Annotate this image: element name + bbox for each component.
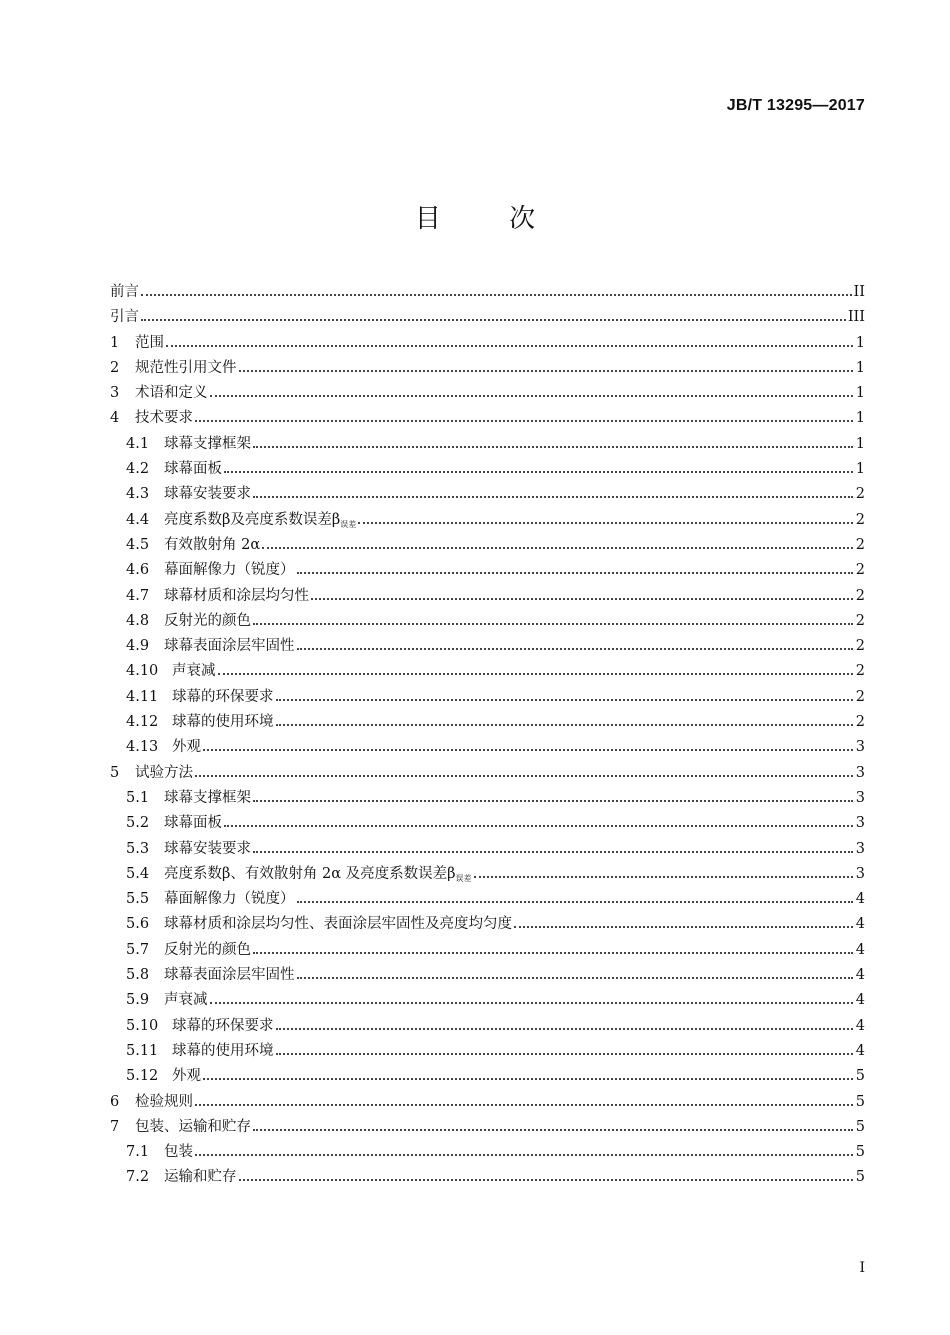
toc-entry[interactable]	[110, 406, 865, 431]
toc-entry-page: 1	[855, 385, 865, 402]
toc-entry[interactable]	[110, 584, 865, 609]
toc-entry-page: 2	[855, 714, 865, 731]
toc-entry-number: 4.10	[126, 663, 159, 680]
toc-entry-number: 5.5	[126, 891, 150, 908]
toc-entry[interactable]	[110, 659, 865, 684]
toc-entry-label	[164, 887, 295, 912]
toc-entry-label-text: 亮度系数β及亮度系数误差β	[164, 511, 341, 528]
toc-entry-label-text: 引言	[110, 309, 139, 326]
toc-entry-label	[164, 584, 309, 609]
toc-entry-number: 5.6	[126, 916, 150, 933]
page-number: I	[859, 1260, 865, 1276]
toc-entry-number: 7.1	[126, 1144, 150, 1161]
toc-entry-label	[135, 356, 237, 381]
toc-entry-page: 5	[855, 1093, 865, 1110]
toc-entry-label-text: 球幕的环保要求	[172, 1017, 274, 1034]
toc-entry[interactable]	[110, 685, 865, 710]
dot-leader	[166, 333, 853, 347]
toc-entry-page: 2	[855, 536, 865, 553]
toc-entry-page: 2	[855, 511, 865, 528]
toc-entry-page: 3	[855, 739, 865, 756]
toc-entry-label-text: 技术要求	[135, 410, 193, 427]
toc-entry-label	[135, 331, 164, 356]
toc-entry-number: 4.12	[126, 714, 159, 731]
dot-leader	[276, 1016, 854, 1030]
toc-entry-label	[164, 1140, 193, 1165]
toc-entry-label-text: 球幕安装要求	[164, 840, 251, 857]
toc-entry[interactable]	[110, 938, 865, 963]
toc-entry-label-text: 球幕面板	[164, 815, 222, 832]
toc-entry-label	[164, 837, 251, 862]
toc-entry-label-text: 球幕的环保要求	[172, 688, 274, 705]
toc-entry-page: 4	[855, 992, 865, 1009]
toc-entry-page: 4	[855, 941, 865, 958]
toc-entry-label-text: 球幕安装要求	[164, 486, 251, 503]
toc-entry[interactable]	[110, 988, 865, 1013]
toc-entry[interactable]	[110, 710, 865, 735]
dot-leader	[195, 1142, 853, 1156]
toc-entry-label	[164, 938, 251, 963]
toc-entry[interactable]	[110, 558, 865, 583]
toc-entry-label	[110, 305, 139, 330]
toc-entry-label	[135, 761, 193, 786]
toc-entry-number: 4.5	[126, 536, 150, 553]
dot-leader	[253, 788, 853, 802]
toc-entry-number: 5.1	[126, 789, 150, 806]
toc-entry-page: 3	[855, 865, 865, 882]
toc-entry-label	[110, 280, 139, 305]
dot-leader	[297, 965, 854, 979]
toc-entry-number: 5.7	[126, 941, 150, 958]
toc-entry[interactable]	[110, 862, 865, 887]
toc-entry-label-text: 声衰减	[164, 992, 208, 1009]
toc-entry-page: II	[853, 284, 865, 300]
toc-entry-label	[135, 1090, 193, 1115]
toc-entry-page: 3	[855, 764, 865, 781]
toc-entry-label	[164, 811, 222, 836]
toc-entry-page: 1	[855, 334, 865, 351]
toc-entry-label-text: 规范性引用文件	[135, 359, 237, 376]
toc-entry-page: 2	[855, 663, 865, 680]
toc-entry-label	[164, 558, 295, 583]
dot-leader	[203, 1066, 853, 1080]
dot-leader	[262, 535, 853, 549]
toc-entry-label	[164, 457, 222, 482]
toc-entry-page: 1	[855, 359, 865, 376]
toc-entry[interactable]	[110, 280, 865, 305]
toc-entry-label-text: 术语和定义	[135, 385, 208, 402]
toc-entry-label-text: 球幕材质和涂层均匀性	[164, 587, 309, 604]
dot-leader	[210, 990, 854, 1004]
dot-leader	[253, 839, 853, 853]
toc-entry[interactable]	[110, 761, 865, 786]
toc-entry-label-text: 反射光的颜色	[164, 612, 251, 629]
toc-entry-page: 3	[855, 789, 865, 806]
toc-entry-number: 4.13	[126, 739, 159, 756]
toc-entry[interactable]	[110, 811, 865, 836]
toc-entry-label-text: 球幕材质和涂层均匀性、表面涂层牢固性及亮度均匀度	[164, 916, 512, 933]
toc-entry[interactable]	[110, 786, 865, 811]
dot-leader	[253, 940, 853, 954]
toc-entry-label	[135, 1115, 251, 1140]
toc-entry-label-text: 幕面解像力（锐度）	[164, 891, 295, 908]
toc-entry-number: 7	[110, 1118, 120, 1135]
toc-entry-number: 4.3	[126, 486, 150, 503]
toc-entry-label-text: 前言	[110, 284, 139, 300]
toc-entry[interactable]	[110, 1165, 865, 1190]
standard-number: JB/T 13295—2017	[726, 97, 865, 114]
toc-entry[interactable]	[110, 457, 865, 482]
title-char-right: 次	[509, 204, 536, 234]
toc-entry-number: 5.4	[126, 865, 150, 882]
dot-leader	[297, 560, 854, 574]
toc-entry-label	[172, 1064, 201, 1089]
toc-entry-label-text: 外观	[172, 739, 201, 756]
toc-entry-page: 5	[855, 1144, 865, 1161]
toc-entry-page: 4	[855, 916, 865, 933]
toc-entry-label	[164, 609, 251, 634]
toc-entry[interactable]	[110, 837, 865, 862]
toc-entry[interactable]	[110, 482, 865, 507]
toc-entry-page: 5	[855, 1169, 865, 1186]
toc-entry[interactable]	[110, 533, 865, 558]
dot-leader	[210, 383, 854, 397]
toc-entry-label-text: 包装	[164, 1144, 193, 1161]
toc-entry-label-text: 声衰减	[172, 663, 216, 680]
toc-entry-page: 1	[855, 435, 865, 452]
dot-leader	[297, 636, 854, 650]
toc-entry-label	[164, 1165, 237, 1190]
toc-entry-label	[164, 533, 260, 558]
toc-entry-label	[172, 710, 274, 735]
toc-entry-label-text: 球幕表面涂层牢固性	[164, 638, 295, 655]
toc-entry-label-text: 试验方法	[135, 764, 193, 781]
toc-entry-number: 4	[110, 410, 120, 427]
dot-leader	[218, 661, 854, 675]
toc-entry-page: 2	[855, 587, 865, 604]
toc-entry-number: 5.12	[126, 1068, 159, 1085]
toc-entry-number: 4.11	[126, 688, 159, 705]
toc-entry-number: 4.2	[126, 461, 150, 478]
dot-leader	[141, 282, 852, 296]
toc-entry-label	[135, 406, 193, 431]
table-of-contents	[110, 280, 865, 1191]
toc-entry[interactable]	[110, 1014, 865, 1039]
toc-entry-number: 2	[110, 359, 120, 376]
toc-entry-page: 3	[855, 815, 865, 832]
toc-entry-subscript: 误差	[455, 873, 472, 883]
toc-entry-label	[164, 482, 251, 507]
toc-entry-label	[172, 1014, 274, 1039]
toc-entry[interactable]	[110, 609, 865, 634]
toc-entry-number: 4.7	[126, 587, 150, 604]
toc-entry-label-text: 反射光的颜色	[164, 941, 251, 958]
toc-entry-page: 4	[855, 1042, 865, 1059]
toc-entry-page: 1	[855, 410, 865, 427]
dot-leader	[253, 434, 853, 448]
toc-entry-label-text: 有效散射角 2α	[164, 536, 261, 553]
toc-entry-label-text: 范围	[135, 334, 164, 351]
page-title	[0, 198, 950, 235]
toc-entry[interactable]	[110, 1064, 865, 1089]
toc-entry[interactable]	[110, 1140, 865, 1165]
dot-leader	[195, 1092, 853, 1106]
dot-leader	[474, 864, 854, 878]
toc-entry[interactable]	[110, 381, 865, 406]
toc-entry-label-text: 球幕的使用环境	[172, 1042, 274, 1059]
toc-entry-label-text: 包装、运输和贮存	[135, 1118, 251, 1135]
toc-entry-label	[164, 432, 251, 457]
toc-entry-page: 4	[855, 891, 865, 908]
toc-entry-label	[164, 634, 295, 659]
toc-entry[interactable]	[110, 1115, 865, 1140]
toc-entry[interactable]	[110, 331, 865, 356]
toc-entry-number: 5.8	[126, 967, 150, 984]
toc-entry[interactable]	[110, 1039, 865, 1064]
toc-entry-page: 5	[855, 1068, 865, 1085]
toc-entry-number: 4.9	[126, 638, 150, 655]
toc-entry-page: 2	[855, 688, 865, 705]
toc-entry-page: 4	[855, 1017, 865, 1034]
toc-entry-page: 2	[855, 486, 865, 503]
dot-leader	[297, 889, 854, 903]
toc-entry-number: 4.6	[126, 562, 150, 579]
toc-entry-page: 3	[855, 840, 865, 857]
toc-entry-label-text: 运输和贮存	[164, 1169, 237, 1186]
toc-entry-page: 2	[855, 638, 865, 655]
toc-entry-label-text: 外观	[172, 1068, 201, 1085]
toc-entry[interactable]	[110, 912, 865, 937]
toc-entry-label-text: 球幕的使用环境	[172, 714, 274, 731]
toc-entry[interactable]	[110, 508, 865, 533]
dot-leader	[358, 510, 853, 524]
toc-entry-page: 1	[855, 461, 865, 478]
toc-entry-label	[172, 685, 274, 710]
title-char-left: 目	[414, 204, 441, 234]
toc-entry-page: 2	[855, 612, 865, 629]
toc-entry-label	[172, 1039, 274, 1064]
toc-entry-number: 5.3	[126, 840, 150, 857]
dot-leader	[253, 1117, 853, 1131]
toc-entry[interactable]	[110, 887, 865, 912]
toc-entry-subscript: 误差	[340, 519, 357, 529]
toc-entry-label	[164, 786, 251, 811]
toc-entry[interactable]	[110, 963, 865, 988]
toc-entry-number: 4.4	[126, 511, 150, 528]
toc-entry-page: 4	[855, 967, 865, 984]
toc-entry-label-text: 检验规则	[135, 1093, 193, 1110]
toc-entry-label	[164, 912, 512, 937]
toc-entry[interactable]	[110, 1090, 865, 1115]
toc-entry-number: 3	[110, 385, 120, 402]
dot-leader	[141, 307, 846, 321]
toc-entry-page: III	[847, 309, 865, 326]
dot-leader	[253, 484, 853, 498]
dot-leader	[514, 914, 853, 928]
dot-leader	[224, 459, 853, 473]
toc-entry-number: 5	[110, 764, 120, 781]
toc-entry-number: 7.2	[126, 1169, 150, 1186]
toc-entry-number: 5.2	[126, 815, 150, 832]
dot-leader	[276, 687, 854, 701]
dot-leader	[311, 586, 853, 600]
toc-entry[interactable]	[110, 305, 865, 330]
toc-entry-label	[164, 988, 208, 1013]
toc-entry[interactable]	[110, 356, 865, 381]
dot-leader	[195, 763, 853, 777]
toc-entry-number: 1	[110, 334, 120, 351]
toc-entry-label-text: 亮度系数β、有效散射角 2α 及亮度系数误差β	[164, 865, 456, 882]
toc-entry-label	[172, 659, 216, 684]
dot-leader	[239, 358, 854, 372]
toc-entry-label-text: 幕面解像力（锐度）	[164, 562, 295, 579]
dot-leader	[253, 611, 853, 625]
toc-entry-page: 5	[855, 1118, 865, 1135]
toc-entry[interactable]	[110, 735, 865, 760]
toc-entry-number: 5.9	[126, 992, 150, 1009]
toc-entry-number: 4.1	[126, 435, 150, 452]
toc-entry-number: 5.11	[126, 1042, 159, 1059]
toc-entry-page: 2	[855, 562, 865, 579]
toc-entry-label-text: 球幕支撑框架	[164, 789, 251, 806]
dot-leader	[195, 408, 853, 422]
dot-leader	[224, 813, 853, 827]
toc-entry-label-text: 球幕表面涂层牢固性	[164, 967, 295, 984]
toc-entry-label-text: 球幕面板	[164, 461, 222, 478]
toc-entry-number: 4.8	[126, 612, 150, 629]
toc-entry[interactable]	[110, 634, 865, 659]
toc-entry-label-text: 球幕支撑框架	[164, 435, 251, 452]
dot-leader	[203, 737, 853, 751]
toc-entry-number: 5.10	[126, 1017, 159, 1034]
dot-leader	[276, 1041, 854, 1055]
toc-entry-label	[172, 735, 201, 760]
toc-entry-label	[164, 963, 295, 988]
toc-entry-number: 6	[110, 1093, 120, 1110]
toc-entry[interactable]	[110, 432, 865, 457]
dot-leader	[276, 712, 854, 726]
dot-leader	[239, 1167, 854, 1181]
toc-entry-label	[135, 381, 208, 406]
